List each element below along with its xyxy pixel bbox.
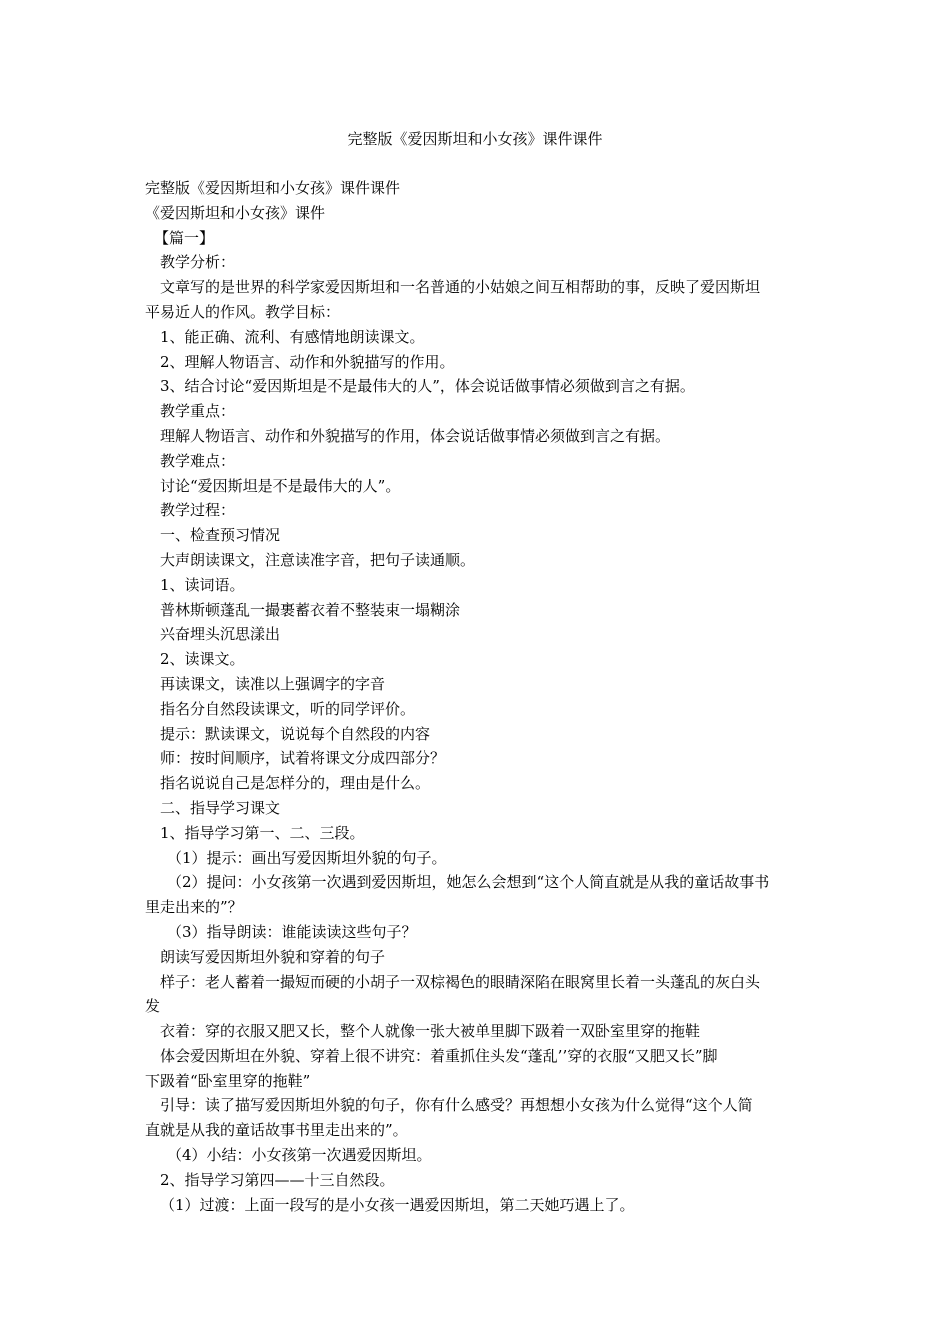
text-line: 1、读词语。 <box>160 575 245 594</box>
text-line: 指名说说自己是怎样分的，理由是什么。 <box>160 774 431 793</box>
text-line: 2、读课文。 <box>160 650 245 669</box>
text-line: 理解人物语言、动作和外貌描写的作用，体会说话做事情必须做到言之有据。 <box>160 426 671 445</box>
section-heading: 【篇一】 <box>154 228 215 247</box>
text-line: 师：按时间顺序，试着将课文分成四部分？ <box>160 749 446 768</box>
text-line: 教学重点： <box>160 402 236 421</box>
text-line: 1、能正确、流利、有感情地朗读课文。 <box>160 327 425 346</box>
text-line: 直就是从我的童话故事书里走出来的”。 <box>145 1121 408 1140</box>
document-body <box>145 176 817 1217</box>
text-line: 兴奋埋头沉思漾出 <box>160 625 281 644</box>
text-line: 教学分析： <box>160 253 236 272</box>
text-line: 提示：默读课文，说说每个自然段的内容 <box>160 724 431 743</box>
text-line: 体会爱因斯坦在外貌、穿着上很不讲究：着重抓住头发“蓬乱’’穿的衣服“又肥又长”脚 <box>160 1046 718 1065</box>
text-line: 衣着：穿的衣服又肥又长，整个人就像一张大被单里脚下趿着一双卧室里穿的拖鞋 <box>160 1022 701 1041</box>
text-line: 文章写的是世界的科学家爱因斯坦和一名普通的小姑娘之间互相帮助的事，反映了爱因斯坦 <box>160 278 761 297</box>
text-line: 平易近人的作风。教学目标： <box>145 302 341 321</box>
text-line: 下趿着“卧室里穿的拖鞋” <box>145 1071 311 1090</box>
text-line: 完整版《爱因斯坦和小女孩》课件课件 <box>145 179 401 197</box>
text-line: 教学难点： <box>160 451 236 470</box>
text-line: 朗读写爱因斯坦外貌和穿着的句子 <box>160 947 386 966</box>
text-line: 2、理解人物语言、动作和外貌描写的作用。 <box>160 352 455 371</box>
text-line: 普林斯顿蓬乱一撮裹蓄衣着不整装束一塌糊涂 <box>160 600 461 619</box>
text-line: 大声朗读课文，注意读准字音，把句子读通顺。 <box>160 550 476 569</box>
text-line: 教学过程： <box>160 501 236 520</box>
text-line: 发 <box>145 997 161 1016</box>
text-line: 指名分自然段读课文，听的同学评价。 <box>160 699 416 718</box>
text-line: 二、指导学习课文 <box>160 798 281 817</box>
text-line: 3、结合讨论“爱因斯坦是不是最伟大的人”，体会说话做事情必须做到言之有据。 <box>160 377 695 396</box>
document-title: 完整版《爱因斯坦和小女孩》课件课件 <box>347 130 603 148</box>
text-line: 再读课文，读准以上强调字的字音 <box>160 674 386 693</box>
text-line: （1）提示：画出写爱因斯坦外貌的句子。 <box>167 848 447 867</box>
text-line: （4）小结：小女孩第一次遇爱因斯坦。 <box>167 1146 432 1165</box>
text-line: 1、指导学习第一、二、三段。 <box>160 823 365 842</box>
text-line: 《爱因斯坦和小女孩》课件 <box>145 203 326 222</box>
text-line: 样子：老人蓄着一撮短而硬的小胡子一双棕褐色的眼睛深陷在眼窝里长着一头蓬乱的灰白头 <box>160 972 761 991</box>
text-line: （2）提问：小女孩第一次遇到爱因斯坦，她怎么会想到“这个人简直就是从我的童话故事书 <box>167 873 770 892</box>
text-line: 2、指导学习第四——十三自然段。 <box>160 1170 395 1189</box>
text-line: 讨论“爱因斯坦是不是最伟大的人”。 <box>160 476 401 495</box>
text-line: 引导：读了描写爱因斯坦外貌的句子，你有什么感受？再想想小女孩为什么觉得“这个人简 <box>160 1096 753 1115</box>
text-line: 一、检查预习情况 <box>160 526 281 545</box>
text-line: （3）指导朗读：谁能读读这些句子？ <box>167 922 417 941</box>
text-line: （1）过渡：上面一段写的是小女孩一遇爱因斯坦，第二天她巧遇上了。 <box>160 1195 635 1214</box>
text-line: 里走出来的”？ <box>145 898 243 917</box>
